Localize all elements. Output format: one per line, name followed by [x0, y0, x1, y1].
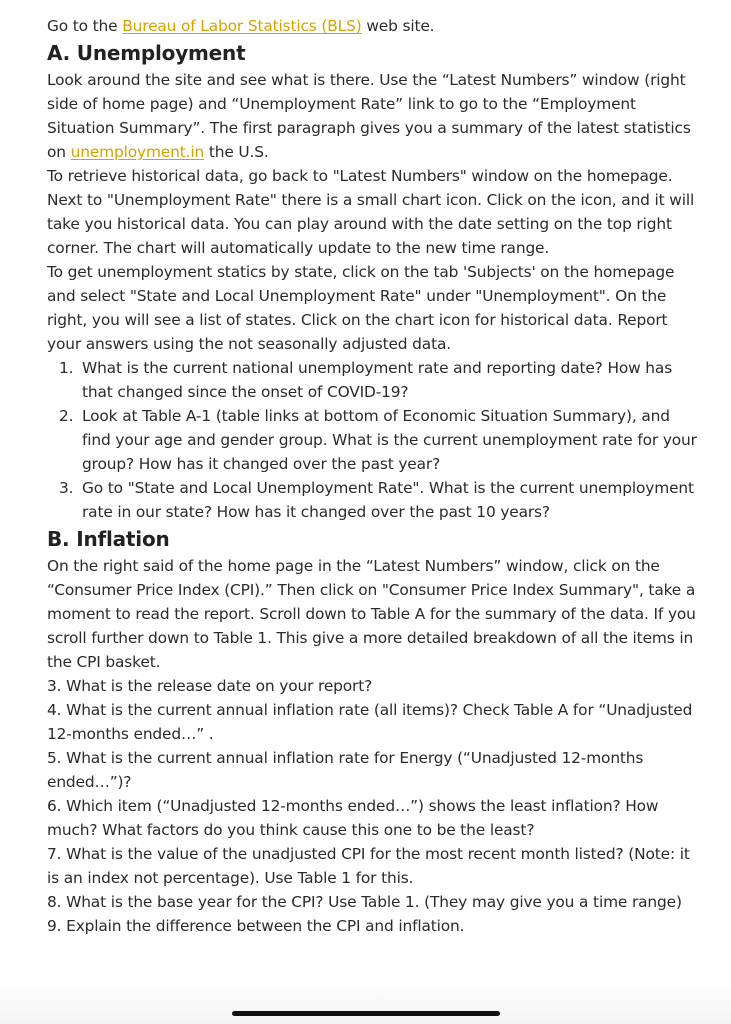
section-a-p1-end: the U.S. [204, 143, 269, 161]
bottom-fade [0, 979, 731, 1024]
list-item [47, 476, 697, 524]
list-item [47, 404, 697, 476]
unemployment-link[interactable]: unemployment.in [70, 143, 205, 161]
document-body [47, 14, 697, 938]
list-item-text: Look at Table A-1 (table links at bottom of Economic Situation Summary), and find your age and gender group. What is the current unemployment rate for your group? How has it changed over the past year? [82, 407, 697, 473]
intro-paragraph [47, 14, 697, 38]
inflation-question-9: 9. Explain the difference between the CPI and inflation. [47, 917, 465, 935]
list-item-number: 3. [59, 479, 74, 497]
list-item-number: 1. [59, 359, 74, 377]
inflation-question-7: 7. What is the value of the unadjusted CPI for the most recent month listed? (Note: it is an index not percentage). Use Table 1 for this. [47, 845, 690, 887]
inflation-question-8: 8. What is the base year for the CPI? Use Table 1. (They may give you a time range) [47, 893, 682, 911]
list-item [47, 356, 697, 404]
home-indicator[interactable] [232, 1011, 500, 1016]
inflation-question-6: 6. Which item (“Unadjusted 12-months ended…”) shows the least inflation? How much? What factors do you think cause this one to be the least? [47, 797, 659, 839]
section-a-paragraph-1 [47, 68, 697, 164]
unemployment-question-list [47, 356, 697, 524]
section-b-heading: B. Inflation [47, 527, 170, 551]
inflation-question-5: 5. What is the current annual inflation rate for Energy (“Unadjusted 12-months ended…”)? [47, 749, 644, 791]
inflation-question-3: 3. What is the release date on your report? [47, 677, 373, 695]
list-item-text: What is the current national unemployment rate and reporting date? How has that changed since the onset of COVID-19? [82, 359, 673, 401]
section-a-heading: A. Unemployment [47, 41, 246, 65]
section-a-paragraph-3: To get unemployment statics by state, click on the tab 'Subjects' on the homepage and select "State and Local Unemployment Rate" under "Unemployment". On the right, you will see a list of states. Click on the chart icon for historical data. Report your answers using the not seasonally adjusted data. [47, 263, 675, 353]
intro-prefix: Go to the [47, 17, 123, 35]
section-a-paragraph-2: To retrieve historical data, go back to "Latest Numbers" window on the homepage. Next to "Unemployment Rate" there is a small chart icon. Click on the icon, and it will take you historical data. You can play around with the date setting on the top right corner. The chart will automatically update to the new time range. [47, 167, 695, 257]
bls-link[interactable]: Bureau of Labor Statistics (BLS) [122, 17, 362, 35]
inflation-question-4: 4. What is the current annual inflation rate (all items)? Check Table A for “Unadjusted 12-months ended…” . [47, 701, 693, 743]
list-item-number: 2. [59, 407, 74, 425]
list-item-text: Go to "State and Local Unemployment Rate". What is the current unemployment rate in our state? How has it changed over the past 10 years? [82, 479, 694, 521]
section-a-p1-text: Look around the site and see what is there. Use the “Latest Numbers” window (right side of home page) and “Unemployment Rate” link to go to the “Employment Situation Summary”. The first paragraph gives you a summary of the latest statistics on [47, 71, 691, 161]
intro-suffix: web site. [361, 17, 435, 35]
section-b-paragraph-1: On the right said of the home page in the “Latest Numbers” window, click on the “Consumer Price Index (CPI).” Then click on "Consumer Price Index Summary", take a moment to read the report. Scroll down to Table A for the summary of the data. If you scroll further down to Table 1. This give a more detailed breakdown of all the items in the CPI basket. [47, 557, 696, 671]
